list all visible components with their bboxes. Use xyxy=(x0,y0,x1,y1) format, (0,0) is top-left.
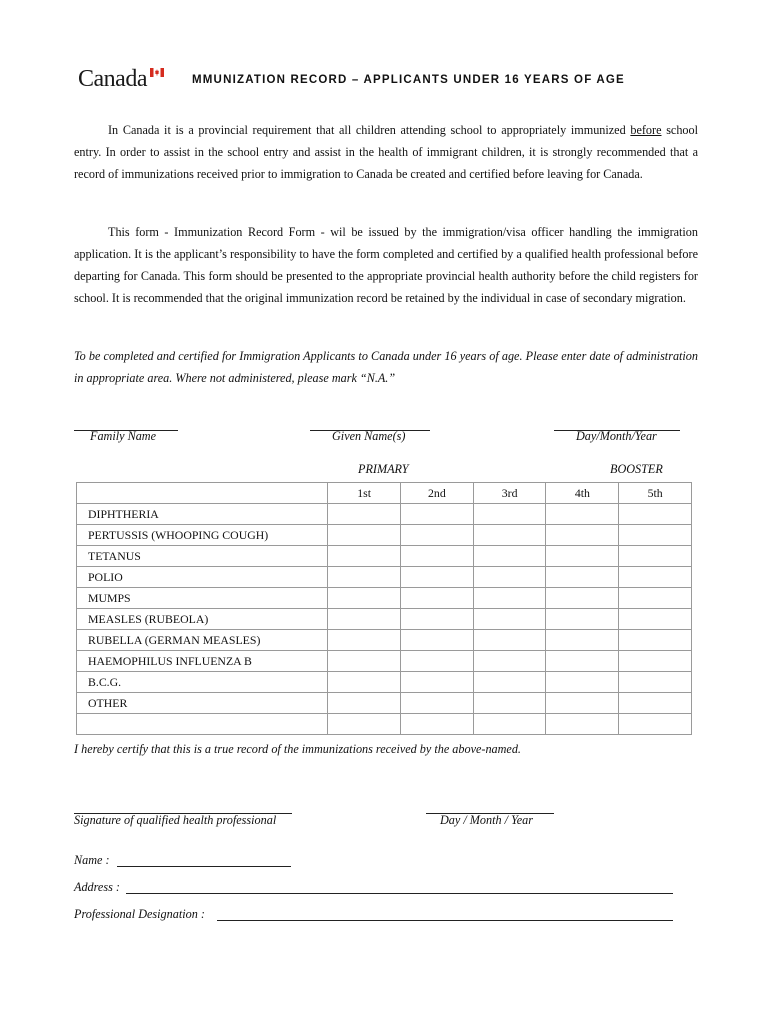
dose-date-cell[interactable] xyxy=(401,504,474,525)
vaccine-name-cell: RUBELLA (GERMAN MEASLES) xyxy=(77,630,328,651)
immunization-table xyxy=(76,482,692,735)
dose-date-cell[interactable] xyxy=(473,525,546,546)
certification-date-label: Day / Month / Year xyxy=(440,813,533,827)
canada-wordmark: Canada xyxy=(78,66,147,92)
name-label: Name : xyxy=(74,853,110,867)
dose-date-cell[interactable] xyxy=(473,714,546,735)
dose-date-cell[interactable] xyxy=(473,630,546,651)
certification-statement: I hereby certify that this is a true record of the immunizations received by the above-named. xyxy=(74,742,521,756)
dose-date-cell[interactable] xyxy=(328,504,401,525)
table-row xyxy=(77,714,692,735)
dose-header-1st: 1st xyxy=(328,483,401,504)
vaccine-name-cell: OTHER xyxy=(77,693,328,714)
dose-date-cell[interactable] xyxy=(401,588,474,609)
name-line[interactable] xyxy=(117,866,291,867)
dose-date-cell[interactable] xyxy=(473,693,546,714)
dose-date-cell[interactable] xyxy=(546,504,619,525)
dose-date-cell[interactable] xyxy=(328,525,401,546)
dose-header-2nd: 2nd xyxy=(401,483,474,504)
dose-date-cell[interactable] xyxy=(619,672,692,693)
dose-date-cell[interactable] xyxy=(619,504,692,525)
dose-date-cell[interactable] xyxy=(401,714,474,735)
dose-date-cell[interactable] xyxy=(546,714,619,735)
dose-date-cell[interactable] xyxy=(546,588,619,609)
dose-date-cell[interactable] xyxy=(328,630,401,651)
vaccine-name-cell: B.C.G. xyxy=(77,672,328,693)
canada-flag-icon xyxy=(150,68,164,77)
dose-date-cell[interactable] xyxy=(328,567,401,588)
booster-label: BOOSTER xyxy=(610,462,663,476)
dose-date-cell[interactable] xyxy=(619,630,692,651)
dose-date-cell[interactable] xyxy=(619,609,692,630)
dose-date-cell[interactable] xyxy=(473,504,546,525)
dose-date-cell[interactable] xyxy=(619,588,692,609)
table-row xyxy=(77,672,692,693)
dose-date-cell[interactable] xyxy=(328,588,401,609)
dose-date-cell[interactable] xyxy=(401,630,474,651)
table-header-row xyxy=(77,483,692,504)
dose-date-cell[interactable] xyxy=(401,609,474,630)
table-row xyxy=(77,567,692,588)
address-label: Address : xyxy=(74,880,120,894)
table-row xyxy=(77,525,692,546)
dose-date-cell[interactable] xyxy=(401,567,474,588)
vaccine-header-cell xyxy=(77,483,328,504)
dose-date-cell[interactable] xyxy=(328,609,401,630)
dose-date-cell[interactable] xyxy=(619,714,692,735)
dose-date-cell[interactable] xyxy=(401,546,474,567)
dose-date-cell[interactable] xyxy=(328,672,401,693)
dose-date-cell[interactable] xyxy=(546,525,619,546)
table-row xyxy=(77,630,692,651)
dose-date-cell[interactable] xyxy=(473,567,546,588)
dose-date-cell[interactable] xyxy=(546,693,619,714)
dose-date-cell[interactable] xyxy=(619,693,692,714)
dose-date-cell[interactable] xyxy=(619,546,692,567)
table-row xyxy=(77,588,692,609)
intro-paragraph-2 xyxy=(74,221,698,309)
dose-date-cell[interactable] xyxy=(328,714,401,735)
designation-line[interactable] xyxy=(217,920,673,921)
immunization-table-body xyxy=(77,483,692,735)
vaccine-name-cell: MUMPS xyxy=(77,588,328,609)
address-line[interactable] xyxy=(126,893,673,894)
table-row xyxy=(77,609,692,630)
dose-date-cell[interactable] xyxy=(546,672,619,693)
intro-p1-emphasis: before xyxy=(630,123,662,137)
designation-label: Professional Designation : xyxy=(74,907,205,921)
applicant-date-label: Day/Month/Year xyxy=(576,429,657,443)
dose-date-cell[interactable] xyxy=(473,588,546,609)
dose-date-cell[interactable] xyxy=(401,693,474,714)
dose-date-cell[interactable] xyxy=(401,651,474,672)
dose-date-cell[interactable] xyxy=(546,651,619,672)
dose-date-cell[interactable] xyxy=(619,651,692,672)
dose-date-cell[interactable] xyxy=(401,525,474,546)
dose-date-cell[interactable] xyxy=(619,567,692,588)
vaccine-name-cell: DIPHTHERIA xyxy=(77,504,328,525)
dose-date-cell[interactable] xyxy=(546,609,619,630)
given-names-label: Given Name(s) xyxy=(332,429,406,443)
document-title: MMUNIZATION RECORD – APPLICANTS UNDER 16 YEARS OF AGE xyxy=(192,74,625,86)
table-row xyxy=(77,504,692,525)
dose-date-cell[interactable] xyxy=(328,693,401,714)
dose-date-cell[interactable] xyxy=(328,546,401,567)
vaccine-name-cell: MEASLES (RUBEOLA) xyxy=(77,609,328,630)
intro-paragraph-1 xyxy=(74,119,698,185)
dose-date-cell[interactable] xyxy=(473,672,546,693)
table-row xyxy=(77,693,692,714)
intro-p1-text: In Canada it is a provincial requirement that all children attending school to appropriately immunized xyxy=(108,123,626,137)
dose-date-cell[interactable] xyxy=(473,609,546,630)
dose-date-cell[interactable] xyxy=(401,672,474,693)
dose-date-cell[interactable] xyxy=(619,525,692,546)
vaccine-name-cell: POLIO xyxy=(77,567,328,588)
signature-label: Signature of qualified health professional xyxy=(74,813,277,827)
dose-date-cell[interactable] xyxy=(546,546,619,567)
table-row xyxy=(77,651,692,672)
instruction-text: To be completed and certified for Immigration Applicants to Canada under 16 years of age. Please enter date of administration in appropriate area. Where not administered, please mark “N.A.” xyxy=(74,349,698,385)
vaccine-name-cell: TETANUS xyxy=(77,546,328,567)
dose-date-cell[interactable] xyxy=(546,630,619,651)
dose-header-4th: 4th xyxy=(546,483,619,504)
dose-header-3rd: 3rd xyxy=(473,483,546,504)
vaccine-name-cell: HAEMOPHILUS INFLUENZA B xyxy=(77,651,328,672)
instruction-paragraph xyxy=(74,345,698,389)
dose-date-cell[interactable] xyxy=(473,546,546,567)
dose-date-cell[interactable] xyxy=(328,651,401,672)
family-name-label: Family Name xyxy=(90,429,157,443)
primary-label: PRIMARY xyxy=(358,462,409,476)
vaccine-name-cell xyxy=(77,714,328,735)
vaccine-name-cell: PERTUSSIS (WHOOPING COUGH) xyxy=(77,525,328,546)
intro-p2-text: This form - Immunization Record Form - wil be issued by the immigration/visa officer handling the immigration application. It is the applicant’s responsibility to have the form completed and certified by a qualified health professional before departing for Canada. This form should be presented to the appropriate provincial health authority before the child registers for school. It is recommended that the original immunization record be retained by the individual in case of secondary migration. xyxy=(74,225,698,305)
dose-date-cell[interactable] xyxy=(546,567,619,588)
intro-p1-continued: school entry. In order to assist in the school entry and assist in the health of immigrant children, it is strongly recommended that a record of immunizations received prior to immigration to Canada be created and certified before leaving for Canada. xyxy=(74,123,699,181)
dose-header-5th: 5th xyxy=(619,483,692,504)
table-row xyxy=(77,546,692,567)
dose-date-cell[interactable] xyxy=(473,651,546,672)
